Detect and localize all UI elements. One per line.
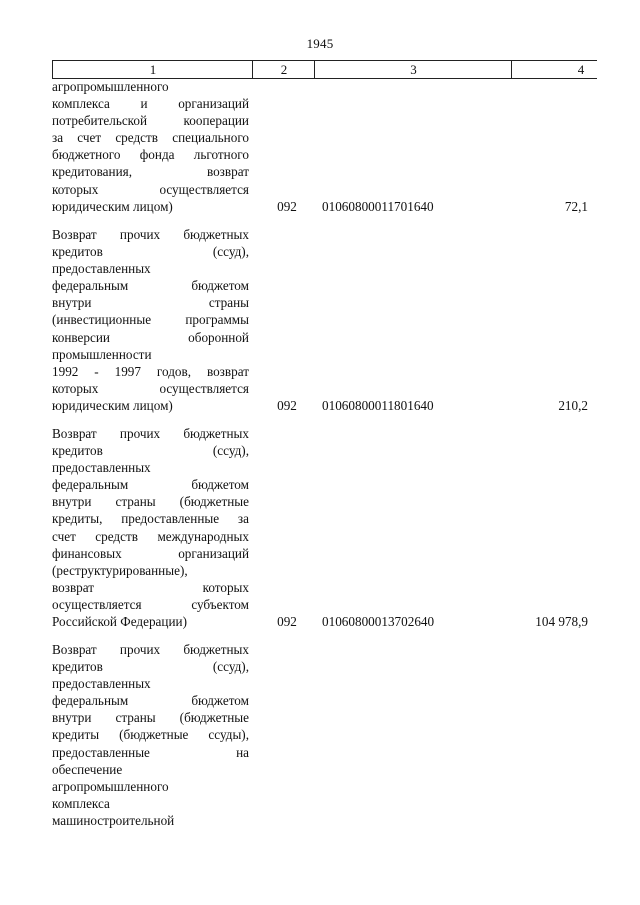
description-line: кредиты (бюджетные ссуды),: [52, 727, 249, 743]
table-row-kbk: 01060800013702640: [322, 614, 435, 629]
description-line: предоставленных: [52, 460, 151, 476]
table-row-description: [52, 425, 249, 630]
description-line: агропромышленного: [52, 778, 169, 794]
table-row-amount: 210,2: [558, 398, 588, 413]
description-line: юридическим лицом): [52, 397, 173, 413]
description-line: предоставленных: [52, 261, 151, 277]
description-line: Возврат прочих бюджетных: [52, 426, 249, 441]
description-line: Российской Федерации): [52, 614, 187, 630]
description-line: комплекса: [52, 795, 110, 811]
description-line: внутри страны: [52, 295, 249, 311]
page-number: 1945: [306, 36, 334, 51]
description-line: агропромышленного: [52, 79, 169, 94]
description-line: федеральным бюджетом: [52, 278, 249, 294]
description-line: машиностроительной: [52, 812, 175, 828]
description-line: Возврат прочих бюджетных: [52, 642, 249, 657]
description-line: Возврат прочих бюджетных: [52, 227, 249, 242]
description-line: 1992 - 1997 годов, возврат: [52, 363, 249, 379]
description-line: кредитов (ссуд),: [52, 244, 249, 260]
description-line: кредитов (ссуд),: [52, 443, 249, 459]
table-row-description: [52, 226, 249, 414]
description-line: которых осуществляется: [52, 181, 249, 197]
table-row-description: [52, 78, 249, 215]
table-row-code: 092: [277, 199, 297, 214]
description-line: (инвестиционные программы: [52, 312, 249, 328]
table-row-amount: 104 978,9: [535, 614, 588, 629]
description-line: бюджетного фонда льготного: [52, 147, 249, 163]
description-line: обеспечение: [52, 761, 123, 777]
description-line: за счет средств специального: [52, 130, 249, 146]
description-line: кредиты, предоставленные за: [52, 511, 249, 527]
table-row-code: 092: [277, 614, 297, 629]
description-line: внутри страны (бюджетные: [52, 710, 249, 726]
description-line: конверсии оборонной: [52, 329, 249, 345]
description-line: предоставленные на: [52, 744, 249, 760]
description-line: комплекса и организаций: [52, 96, 249, 112]
description-line: предоставленных: [52, 676, 151, 692]
description-line: счет средств международных: [52, 528, 249, 544]
description-line: которых осуществляется: [52, 380, 249, 396]
column-header-4: 4: [511, 61, 640, 78]
table-row-amount: 72,1: [564, 199, 588, 214]
table-row-description: [52, 641, 249, 829]
description-line: промышленности: [52, 346, 152, 362]
description-line: финансовых организаций: [52, 545, 249, 561]
description-line: (реструктурированные),: [52, 562, 188, 578]
description-line: федеральным бюджетом: [52, 693, 249, 709]
description-line: потребительской кооперации: [52, 113, 249, 129]
table-row-kbk: 01060800011801640: [322, 398, 434, 413]
column-header-1: 1: [52, 61, 253, 78]
column-header-2: 2: [252, 61, 315, 78]
description-line: кредитов (ссуд),: [52, 659, 249, 675]
description-line: внутри страны (бюджетные: [52, 494, 249, 510]
description-line: осуществляется субъектом: [52, 596, 249, 612]
description-line: федеральным бюджетом: [52, 477, 249, 493]
table-row-kbk: 01060800011701640: [322, 199, 434, 214]
description-line: юридическим лицом): [52, 198, 173, 214]
description-line: кредитования, возврат: [52, 164, 249, 180]
column-header-3: 3: [314, 61, 512, 78]
description-line: возврат которых: [52, 579, 249, 595]
table-header: [52, 60, 597, 79]
table-row-code: 092: [277, 398, 297, 413]
